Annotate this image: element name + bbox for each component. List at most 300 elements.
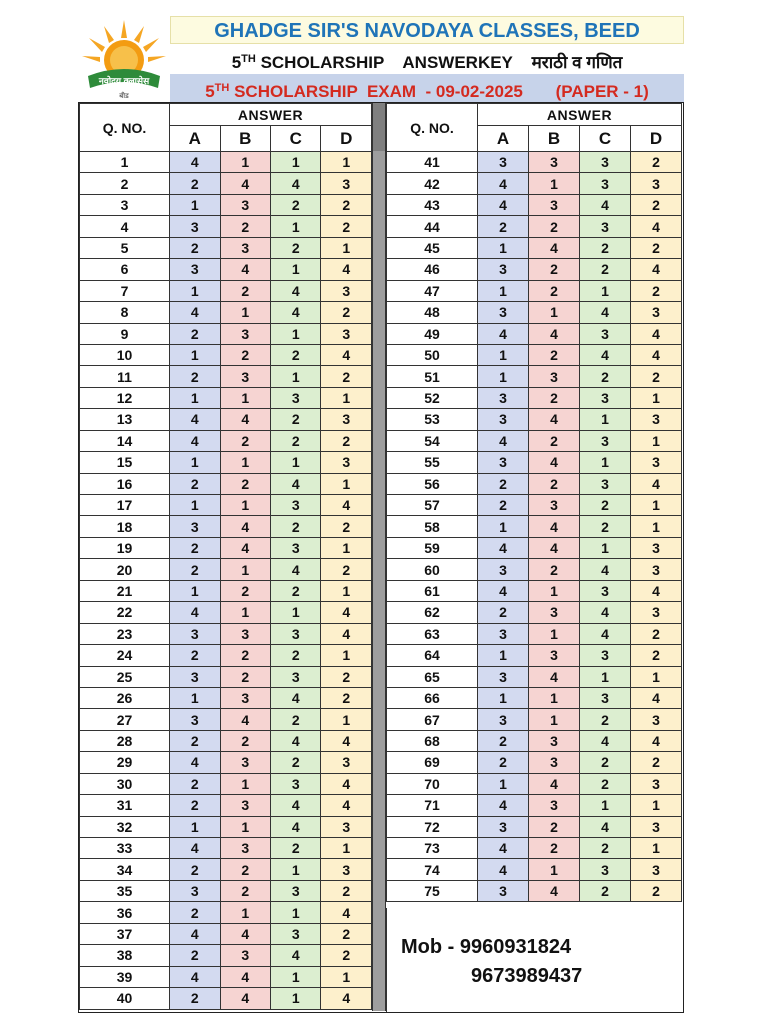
answer-cell-a: 1 (478, 366, 529, 387)
question-number: 72 (387, 816, 478, 837)
column-d-header: D (631, 126, 682, 152)
answer-cell-b: 3 (220, 795, 270, 816)
answer-cell-b: 2 (220, 216, 270, 237)
answer-cell-c: 2 (580, 495, 631, 516)
answer-cell-c: 4 (580, 602, 631, 623)
answer-cell-c: 3 (271, 623, 321, 644)
column-b-header: B (220, 126, 270, 152)
question-number: 6 (80, 259, 170, 280)
answer-cell-c: 1 (580, 537, 631, 558)
answer-cell-d: 1 (631, 495, 682, 516)
question-number: 13 (80, 409, 170, 430)
answer-cell-c: 4 (271, 795, 321, 816)
answer-cell-a: 1 (170, 194, 220, 215)
answer-cell-d: 4 (631, 580, 682, 601)
answer-cell-d: 4 (631, 687, 682, 708)
answer-row (387, 752, 682, 773)
answer-cell-b: 2 (529, 838, 580, 859)
question-number: 32 (80, 816, 170, 837)
answer-cell-b: 2 (529, 280, 580, 301)
answer-row (80, 838, 372, 859)
question-number: 2 (80, 173, 170, 194)
answer-cell-a: 2 (478, 752, 529, 773)
answer-cell-b: 2 (220, 473, 270, 494)
logo-subtext: बीड (119, 93, 129, 100)
answer-row (80, 666, 372, 687)
answer-cell-b: 3 (220, 237, 270, 258)
question-number: 11 (80, 366, 170, 387)
answer-cell-d: 3 (631, 452, 682, 473)
answer-cell-a: 4 (170, 923, 220, 944)
answer-cell-c: 2 (580, 880, 631, 901)
answer-cell-a: 4 (170, 966, 220, 987)
answer-row (80, 280, 372, 301)
answer-cell-c: 2 (271, 237, 321, 258)
answer-cell-b: 1 (220, 559, 270, 580)
answer-cell-c: 1 (580, 409, 631, 430)
answer-cell-a: 4 (478, 795, 529, 816)
answer-cell-b: 1 (220, 902, 270, 923)
answer-cell-c: 4 (271, 945, 321, 966)
answer-row (387, 730, 682, 751)
answer-cell-b: 2 (220, 280, 270, 301)
answer-cell-d: 2 (321, 302, 372, 323)
answer-cell-b: 3 (529, 795, 580, 816)
answer-cell-a: 3 (478, 387, 529, 408)
question-number: 54 (387, 430, 478, 451)
answer-header: ANSWER (170, 104, 372, 126)
question-number: 69 (387, 752, 478, 773)
answer-cell-b: 3 (220, 687, 270, 708)
answer-row (80, 430, 372, 451)
answer-cell-a: 1 (170, 495, 220, 516)
answer-cell-c: 2 (580, 709, 631, 730)
answer-cell-b: 4 (529, 537, 580, 558)
answer-cell-a: 4 (478, 194, 529, 215)
answer-cell-a: 4 (478, 323, 529, 344)
answer-row (80, 173, 372, 194)
answer-cell-d: 3 (631, 302, 682, 323)
answer-row (80, 966, 372, 987)
question-number: 65 (387, 666, 478, 687)
answer-cell-a: 4 (478, 537, 529, 558)
question-number: 55 (387, 452, 478, 473)
question-number: 29 (80, 752, 170, 773)
answer-cell-b: 1 (529, 687, 580, 708)
answer-cell-c: 1 (271, 323, 321, 344)
answer-row (80, 323, 372, 344)
question-number: 51 (387, 366, 478, 387)
question-number: 49 (387, 323, 478, 344)
answer-cell-d: 2 (631, 152, 682, 173)
answer-cell-d: 3 (321, 816, 372, 837)
answer-cell-b: 2 (529, 430, 580, 451)
question-number: 37 (80, 923, 170, 944)
question-number: 19 (80, 537, 170, 558)
answer-cell-d: 1 (631, 516, 682, 537)
answer-cell-c: 3 (580, 430, 631, 451)
question-number: 23 (80, 623, 170, 644)
answer-row (80, 152, 372, 173)
answer-row (387, 259, 682, 280)
question-number: 16 (80, 473, 170, 494)
answer-cell-d: 2 (321, 687, 372, 708)
answer-cell-d: 3 (631, 709, 682, 730)
navodaya-classes-logo (78, 18, 170, 102)
answer-cell-a: 2 (170, 559, 220, 580)
answer-cell-c: 3 (580, 216, 631, 237)
answer-cell-d: 3 (631, 409, 682, 430)
answer-table-left (79, 103, 372, 1010)
answer-cell-a: 1 (478, 280, 529, 301)
answer-cell-b: 2 (220, 645, 270, 666)
question-number: 59 (387, 537, 478, 558)
answer-cell-a: 3 (478, 302, 529, 323)
answer-row (80, 559, 372, 580)
answer-cell-b: 4 (220, 259, 270, 280)
question-number: 42 (387, 173, 478, 194)
answer-cell-c: 1 (580, 666, 631, 687)
question-number: 52 (387, 387, 478, 408)
answer-cell-c: 3 (580, 859, 631, 880)
column-b-header: B (529, 126, 580, 152)
answer-cell-d: 2 (321, 366, 372, 387)
answer-cell-d: 1 (321, 537, 372, 558)
answer-cell-a: 3 (170, 259, 220, 280)
answer-cell-b: 4 (220, 409, 270, 430)
answer-cell-d: 3 (321, 752, 372, 773)
answer-cell-b: 2 (529, 816, 580, 837)
answer-cell-d: 1 (321, 580, 372, 601)
answer-cell-a: 2 (170, 945, 220, 966)
answer-row (80, 387, 372, 408)
answer-cell-c: 3 (271, 923, 321, 944)
question-number: 25 (80, 666, 170, 687)
question-number: 41 (387, 152, 478, 173)
answer-cell-a: 3 (170, 216, 220, 237)
column-separator (372, 103, 386, 1011)
column-c-header: C (271, 126, 321, 152)
answer-cell-b: 2 (529, 216, 580, 237)
question-number: 18 (80, 516, 170, 537)
question-number: 70 (387, 773, 478, 794)
answer-cell-b: 2 (529, 559, 580, 580)
answer-cell-b: 2 (529, 259, 580, 280)
question-number: 62 (387, 602, 478, 623)
answer-cell-b: 2 (220, 880, 270, 901)
answer-cell-a: 4 (478, 173, 529, 194)
answer-cell-c: 1 (271, 366, 321, 387)
question-number: 75 (387, 880, 478, 901)
column-a-header: A (478, 126, 529, 152)
answer-cell-d: 4 (321, 623, 372, 644)
question-number: 66 (387, 687, 478, 708)
answer-cell-c: 4 (580, 194, 631, 215)
question-number: 15 (80, 452, 170, 473)
answer-cell-d: 2 (321, 216, 372, 237)
answer-cell-c: 2 (580, 366, 631, 387)
answer-cell-c: 2 (271, 709, 321, 730)
answer-row (387, 152, 682, 173)
answer-cell-a: 3 (170, 623, 220, 644)
answer-row (80, 237, 372, 258)
answer-cell-d: 4 (321, 495, 372, 516)
question-number: 5 (80, 237, 170, 258)
answer-cell-b: 3 (529, 366, 580, 387)
answer-cell-d: 4 (321, 795, 372, 816)
answer-cell-b: 4 (529, 773, 580, 794)
answer-cell-c: 2 (271, 194, 321, 215)
question-number: 10 (80, 344, 170, 365)
answer-cell-c: 3 (580, 152, 631, 173)
answer-cell-b: 3 (529, 194, 580, 215)
question-number: 43 (387, 194, 478, 215)
answer-cell-d: 1 (321, 645, 372, 666)
answerkey-subtitle: 5TH SCHOLARSHIP ANSWERKEY मराठी व गणित (231, 53, 623, 72)
answer-cell-a: 2 (170, 988, 220, 1009)
answer-cell-a: 3 (170, 709, 220, 730)
contact-box (386, 908, 683, 1012)
question-number: 26 (80, 687, 170, 708)
answer-cell-d: 3 (631, 173, 682, 194)
answer-cell-c: 4 (271, 302, 321, 323)
answer-cell-b: 1 (529, 709, 580, 730)
answer-cell-d: 1 (321, 966, 372, 987)
answer-row (80, 645, 372, 666)
answer-cell-d: 2 (631, 366, 682, 387)
answer-row (387, 366, 682, 387)
answer-cell-c: 1 (271, 216, 321, 237)
answer-row (387, 344, 682, 365)
answer-cell-c: 4 (271, 816, 321, 837)
answer-cell-d: 3 (631, 859, 682, 880)
answer-row (80, 709, 372, 730)
answer-cell-b: 3 (220, 623, 270, 644)
answer-row (387, 516, 682, 537)
answer-cell-b: 3 (220, 194, 270, 215)
answer-row (80, 859, 372, 880)
answer-row (387, 859, 682, 880)
question-number: 31 (80, 795, 170, 816)
answer-cell-c: 2 (271, 344, 321, 365)
answer-cell-b: 3 (529, 730, 580, 751)
question-number: 4 (80, 216, 170, 237)
answer-cell-d: 4 (321, 344, 372, 365)
answer-cell-d: 4 (321, 730, 372, 751)
question-number: 22 (80, 602, 170, 623)
question-number: 30 (80, 773, 170, 794)
answer-row (80, 623, 372, 644)
answer-cell-a: 2 (170, 237, 220, 258)
answer-cell-c: 1 (580, 452, 631, 473)
answer-cell-c: 1 (271, 988, 321, 1009)
answer-cell-a: 3 (478, 623, 529, 644)
column-c-header: C (580, 126, 631, 152)
answer-cell-c: 4 (580, 623, 631, 644)
answer-cell-d: 1 (321, 838, 372, 859)
answer-cell-a: 1 (170, 580, 220, 601)
answer-row (80, 923, 372, 944)
answer-cell-d: 2 (631, 752, 682, 773)
question-number: 14 (80, 430, 170, 451)
answer-cell-a: 2 (170, 730, 220, 751)
answer-cell-b: 1 (529, 623, 580, 644)
question-number: 67 (387, 709, 478, 730)
answer-row (80, 194, 372, 215)
answer-cell-c: 4 (271, 473, 321, 494)
question-number: 3 (80, 194, 170, 215)
answer-cell-b: 3 (220, 752, 270, 773)
answer-row (387, 537, 682, 558)
answer-cell-b: 2 (529, 387, 580, 408)
contact-line-1 (401, 936, 571, 959)
answer-cell-a: 4 (478, 859, 529, 880)
answer-cell-c: 3 (580, 687, 631, 708)
answer-cell-b: 2 (220, 859, 270, 880)
answer-cell-b: 1 (529, 859, 580, 880)
question-number: 17 (80, 495, 170, 516)
answer-cell-a: 2 (170, 902, 220, 923)
answer-cell-d: 2 (631, 623, 682, 644)
answer-cell-a: 4 (170, 838, 220, 859)
answer-cell-a: 1 (478, 237, 529, 258)
answer-cell-d: 2 (631, 194, 682, 215)
question-number: 56 (387, 473, 478, 494)
answer-cell-b: 4 (220, 173, 270, 194)
answer-row (387, 216, 682, 237)
answer-cell-c: 1 (271, 452, 321, 473)
answer-cell-d: 1 (631, 795, 682, 816)
answer-cell-b: 4 (220, 537, 270, 558)
mobile-label: Mob - (401, 936, 455, 958)
answer-cell-a: 2 (478, 602, 529, 623)
answer-cell-d: 3 (631, 773, 682, 794)
answer-row (387, 559, 682, 580)
question-number: 35 (80, 880, 170, 901)
answer-cell-c: 1 (271, 259, 321, 280)
answer-cell-a: 3 (478, 259, 529, 280)
question-number: 60 (387, 559, 478, 580)
answer-cell-b: 1 (220, 816, 270, 837)
answer-row (387, 323, 682, 344)
question-number: 38 (80, 945, 170, 966)
question-number: 45 (387, 237, 478, 258)
answer-row (387, 302, 682, 323)
answer-cell-c: 2 (271, 409, 321, 430)
answer-cell-a: 3 (170, 516, 220, 537)
answer-cell-c: 1 (271, 966, 321, 987)
answer-cell-b: 1 (220, 495, 270, 516)
answer-cell-c: 3 (580, 173, 631, 194)
answer-cell-d: 3 (321, 859, 372, 880)
answer-row (80, 495, 372, 516)
answer-cell-d: 1 (321, 237, 372, 258)
answer-row (387, 602, 682, 623)
question-number: 33 (80, 838, 170, 859)
answer-cell-d: 1 (631, 387, 682, 408)
answer-cell-b: 2 (220, 580, 270, 601)
answer-row (80, 902, 372, 923)
answer-row (387, 387, 682, 408)
answer-cell-c: 3 (271, 666, 321, 687)
answer-cell-c: 4 (580, 344, 631, 365)
answer-row (387, 816, 682, 837)
answer-cell-b: 2 (529, 473, 580, 494)
answer-cell-c: 4 (271, 280, 321, 301)
question-number: 1 (80, 152, 170, 173)
answer-cell-a: 3 (478, 816, 529, 837)
answer-cell-b: 1 (220, 452, 270, 473)
qno-header: Q. NO. (387, 104, 478, 152)
answer-row (80, 602, 372, 623)
answer-cell-d: 4 (321, 259, 372, 280)
answer-cell-d: 4 (631, 473, 682, 494)
question-number: 28 (80, 730, 170, 751)
answer-cell-c: 2 (271, 580, 321, 601)
answer-row (387, 645, 682, 666)
question-number: 9 (80, 323, 170, 344)
answer-cell-b: 1 (529, 173, 580, 194)
question-number: 24 (80, 645, 170, 666)
answer-cell-c: 2 (271, 430, 321, 451)
answer-row (80, 580, 372, 601)
answer-cell-b: 2 (220, 344, 270, 365)
answer-row (80, 988, 372, 1009)
answer-cell-c: 3 (580, 323, 631, 344)
answer-cell-a: 1 (170, 452, 220, 473)
answer-cell-d: 2 (321, 666, 372, 687)
answer-cell-a: 2 (170, 473, 220, 494)
logo-text: नवोदय क्लासेस (98, 76, 150, 86)
answer-cell-b: 3 (529, 495, 580, 516)
answer-cell-a: 2 (170, 537, 220, 558)
answer-cell-b: 4 (529, 237, 580, 258)
answer-cell-c: 4 (271, 173, 321, 194)
answer-cell-a: 4 (478, 580, 529, 601)
answer-cell-a: 4 (170, 430, 220, 451)
answer-cell-a: 3 (170, 666, 220, 687)
qno-header: Q. NO. (80, 104, 170, 152)
answer-cell-c: 2 (580, 838, 631, 859)
answer-cell-c: 2 (580, 237, 631, 258)
answer-cell-d: 2 (321, 430, 372, 451)
answer-cell-d: 4 (631, 344, 682, 365)
answer-row (80, 452, 372, 473)
answer-cell-a: 4 (170, 602, 220, 623)
answer-cell-d: 4 (321, 902, 372, 923)
answer-cell-a: 1 (478, 516, 529, 537)
answer-cell-c: 1 (271, 859, 321, 880)
answer-cell-d: 3 (631, 602, 682, 623)
answer-cell-a: 1 (478, 773, 529, 794)
answer-cell-a: 3 (478, 559, 529, 580)
answer-cell-d: 1 (321, 387, 372, 408)
answer-cell-b: 1 (529, 302, 580, 323)
question-number: 58 (387, 516, 478, 537)
answer-cell-b: 4 (220, 709, 270, 730)
question-number: 40 (80, 988, 170, 1009)
answer-cell-d: 3 (321, 323, 372, 344)
answer-cell-d: 3 (631, 559, 682, 580)
question-number: 63 (387, 623, 478, 644)
answer-cell-d: 4 (321, 602, 372, 623)
answer-cell-a: 1 (170, 816, 220, 837)
answer-cell-d: 2 (321, 880, 372, 901)
answer-cell-d: 2 (631, 880, 682, 901)
answer-cell-d: 2 (321, 516, 372, 537)
answer-cell-c: 3 (271, 537, 321, 558)
answer-cell-d: 1 (321, 473, 372, 494)
